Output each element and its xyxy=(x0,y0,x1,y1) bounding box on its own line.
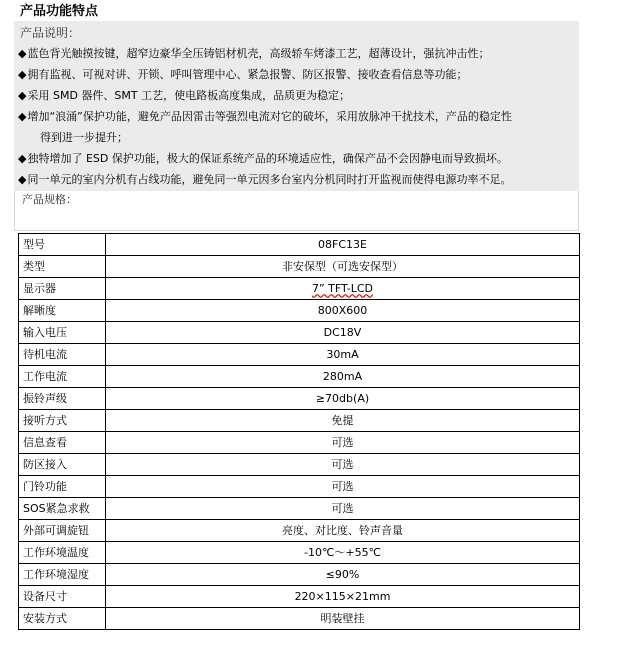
feature-text: 蓝色背光触摸按键，超窄边豪华全压铸铝材机壳，高级轿车烤漆工艺，超薄设计，强抗冲击性； xyxy=(27,47,490,60)
spec-value: 08FC13E xyxy=(106,234,580,256)
table-row xyxy=(19,498,580,520)
spec-value: 30mA xyxy=(106,344,580,366)
feature-text: 独特增加了 ESD 保护功能，极大的保证系统产品的环境适应性，确保产品不会因静电而导致损坏。 xyxy=(27,152,508,165)
feature-text: 拥有监视、可视对讲、开锁、呼叫管理中心、紧急报警、防区报警、接收查看信息等功能； xyxy=(27,68,468,81)
spec-value: 免提 xyxy=(106,410,580,432)
feature-item xyxy=(18,87,350,105)
bullet-icon: ◆ xyxy=(18,152,27,165)
bullet-icon: ◆ xyxy=(18,110,27,123)
bullet-icon: ◆ xyxy=(18,89,27,102)
spec-value-text: 7” TFT-LCD xyxy=(311,281,373,295)
table-row xyxy=(19,234,580,256)
spec-key: 工作环境温度 xyxy=(19,542,106,564)
table-row xyxy=(19,520,580,542)
spec-key: 型号 xyxy=(19,234,106,256)
spec-key: 门铃功能 xyxy=(19,476,106,498)
table-row xyxy=(19,344,580,366)
spec-heading-panel xyxy=(14,191,579,231)
spec-value: 可选 xyxy=(106,498,580,520)
spec-value: 亮度、对比度、铃声音量 xyxy=(106,520,580,542)
spec-key: 待机电流 xyxy=(19,344,106,366)
spec-value xyxy=(106,278,580,300)
feature-item xyxy=(18,45,489,63)
spec-value: 可选 xyxy=(106,432,580,454)
description-heading: 产品说明： xyxy=(20,26,81,40)
spec-key: 接听方式 xyxy=(19,410,106,432)
spec-table xyxy=(18,233,580,630)
feature-item xyxy=(18,66,467,84)
spec-key: 外部可调旋钮 xyxy=(19,520,106,542)
spec-value: ≥70db(A) xyxy=(106,388,580,410)
spec-value: 280mA xyxy=(106,366,580,388)
table-row xyxy=(19,586,580,608)
table-row xyxy=(19,366,580,388)
table-row xyxy=(19,388,580,410)
spec-key: 信息查看 xyxy=(19,432,106,454)
spec-value: 明装壁挂 xyxy=(106,608,580,630)
table-row xyxy=(19,300,580,322)
spec-value: 可选 xyxy=(106,476,580,498)
feature-text: 增加“浪涌”保护功能，避免产品因雷击等强烈电流对它的破坏，采用放脉冲干扰技术，产品的稳定性 xyxy=(27,110,512,123)
spec-value: 非安保型（可选安保型） xyxy=(106,256,580,278)
spec-key: 解晰度 xyxy=(19,300,106,322)
feature-continuation: 得到进一步提升； xyxy=(40,131,128,144)
spec-value: 220×115×21mm xyxy=(106,586,580,608)
spec-key: 设备尺寸 xyxy=(19,586,106,608)
spec-value: ≤90% xyxy=(106,564,580,586)
spec-key: 振铃声级 xyxy=(19,388,106,410)
spec-key: 工作环境湿度 xyxy=(19,564,106,586)
spec-value: DC18V xyxy=(106,322,580,344)
feature-item xyxy=(18,171,511,189)
spec-key: 工作电流 xyxy=(19,366,106,388)
table-row xyxy=(19,322,580,344)
table-row xyxy=(19,564,580,586)
spec-value: 800X600 xyxy=(106,300,580,322)
table-row xyxy=(19,454,580,476)
spec-key: SOS紧急求救 xyxy=(19,498,106,520)
page-title: 产品功能特点 xyxy=(20,4,99,19)
feature-text: 同一单元的室内分机有占线功能，避免同一单元因多台室内分机同时打开监视而使得电源功率不足。 xyxy=(27,173,512,186)
spec-value: -10℃～+55℃ xyxy=(106,542,580,564)
table-row xyxy=(19,278,580,300)
feature-text: 采用 SMD 器件、SMT 工艺，使电路板高度集成，品质更为稳定； xyxy=(27,89,351,102)
spec-key: 输入电压 xyxy=(19,322,106,344)
feature-item xyxy=(18,150,508,168)
feature-item xyxy=(18,108,512,126)
bullet-icon: ◆ xyxy=(18,68,27,81)
spec-key: 防区接入 xyxy=(19,454,106,476)
spec-value: 可选 xyxy=(106,454,580,476)
table-row xyxy=(19,432,580,454)
bullet-icon: ◆ xyxy=(18,173,27,186)
table-row xyxy=(19,256,580,278)
table-row xyxy=(19,542,580,564)
spec-key: 显示器 xyxy=(19,278,106,300)
table-row xyxy=(19,476,580,498)
spec-heading: 产品规格： xyxy=(22,193,77,206)
table-row xyxy=(19,608,580,630)
spec-key: 安装方式 xyxy=(19,608,106,630)
spec-key: 类型 xyxy=(19,256,106,278)
table-row xyxy=(19,410,580,432)
bullet-icon: ◆ xyxy=(18,47,27,60)
